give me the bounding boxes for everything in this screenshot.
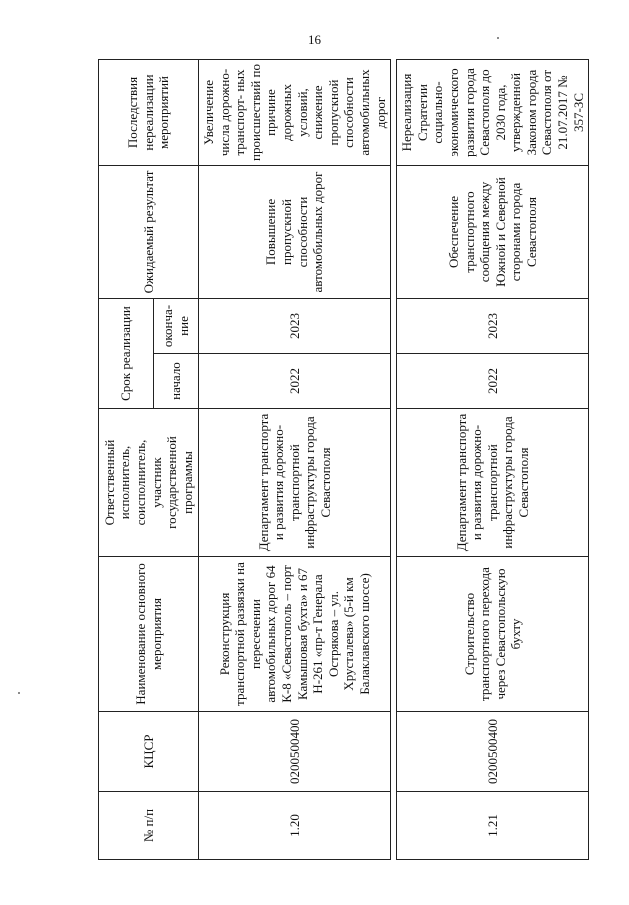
row-start: 2022 — [397, 354, 589, 409]
header-num: № п/п — [99, 792, 199, 860]
measures-table — [98, 60, 586, 860]
row-result: Обеспечение транспортного сообщения между Южной и Северной сторонами города Севастополя — [397, 166, 589, 299]
header-row — [99, 60, 154, 860]
row-result: Повышение пропускной способности автомобильных дорог — [199, 166, 391, 299]
row-num: 1.20 — [199, 792, 391, 860]
header-kcsr: КЦСР — [99, 712, 199, 792]
row-num: 1.21 — [397, 792, 589, 860]
header-term: Срок реализации — [99, 299, 154, 409]
scan-speck — [497, 37, 499, 39]
row-end: 2023 — [199, 299, 391, 354]
row-executor: Департамент транспорта и развития дорожно-транспортной инфраструктуры города Севастополя — [199, 409, 391, 557]
scan-speck — [18, 692, 20, 694]
header-result: Ожидаемый результат — [99, 166, 199, 299]
row-kcsr: 0200500400 — [397, 712, 589, 792]
header-start: начало — [154, 354, 199, 409]
header-executor: Ответственный исполнитель, соисполнитель, участник государственной программы — [99, 409, 199, 557]
row-end: 2023 — [397, 299, 589, 354]
row-kcsr: 0200500400 — [199, 712, 391, 792]
row-executor: Департамент транспорта и развития дорожно-транспортной инфраструктуры города Севастополя — [397, 409, 589, 557]
row-start: 2022 — [199, 354, 391, 409]
table-row — [397, 60, 589, 860]
header-end: оконча- ние — [154, 299, 199, 354]
header-name: Наименование основного мероприятия — [99, 557, 199, 712]
table-row — [199, 60, 391, 860]
row-consequences: Увеличение числа дорожно-транспорт- ных происшествий по причине дорожных условий, снижение пропускной способности автомобильных дорог — [199, 60, 391, 166]
row-name: Строительство транспортного перехода через Севастопольскую бухту — [397, 557, 589, 712]
row-name: Реконструкция транспортной развязки на пересечении автомобильных дорог 64 К-8 «Севастополь – порт Камышовая бухта» и 67 Н-261 «пр-т Генерала Острякова – ул. Хрусталева» (5-й км Балаклавского шоссе) — [199, 557, 391, 712]
page-number: 16 — [308, 32, 321, 47]
header-consequences: Последствия нереализации мероприятий — [99, 60, 199, 166]
row-consequences: Нереализация Стратегии социально-экономического развития города Севастополя до 2030 года, утвержденной Законом города Севастополя от 21.07.2017 № 357-ЗС — [397, 60, 589, 166]
